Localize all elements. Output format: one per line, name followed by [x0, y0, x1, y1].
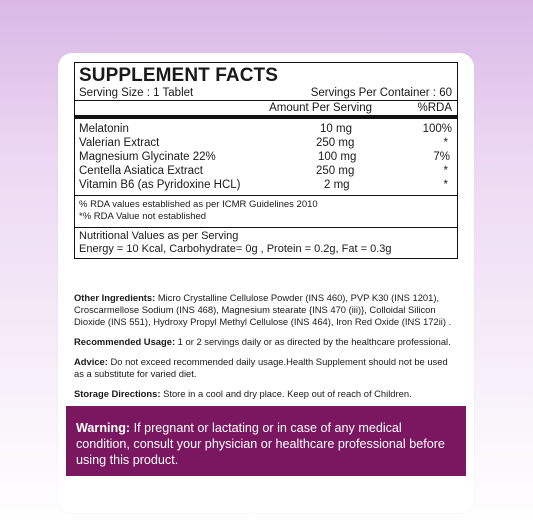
nutrient-amount: 250 mg — [316, 137, 355, 149]
nutrient-amount: 10 mg — [320, 123, 352, 135]
table-row — [79, 122, 452, 136]
usage-label: Recommended Usage: — [74, 336, 176, 347]
other-ingredients-label: Other Ingredients: — [74, 292, 156, 303]
rda-column-header: %RDA — [417, 102, 452, 114]
nutrient-amount: 2 mg — [324, 179, 350, 191]
recommended-usage — [74, 336, 458, 348]
nutrient-table — [75, 119, 457, 195]
table-row — [79, 178, 452, 192]
nutrient-rda: 7% — [433, 151, 450, 163]
nutrient-rda: * — [443, 179, 448, 191]
servings-per-container: Servings Per Container : 60 — [310, 87, 452, 99]
amount-column-header: Amount Per Serving — [269, 102, 372, 114]
advice-label: Advice: — [74, 356, 108, 367]
nutrient-name: Valerian Extract — [79, 137, 160, 149]
nutrient-amount: 250 mg — [316, 165, 355, 177]
nutrient-rda: * — [443, 165, 448, 177]
advice-text: Do not exceed recommended daily usage.Health Supplement should not be used as a substitute for varied diet. — [74, 356, 448, 379]
table-row — [79, 150, 452, 164]
nutrient-rda: 100% — [422, 123, 452, 135]
label-card — [58, 53, 474, 513]
energy-line: Energy = 10 Kcal, Carbohydrate= 0g , Protein = 0.2g, Fat = 0.3g — [79, 243, 392, 255]
facts-title: SUPPLEMENT FACTS — [79, 65, 279, 86]
warning-label: Warning: — [76, 421, 131, 435]
rda-notes — [75, 196, 457, 227]
serving-info-row — [75, 86, 457, 100]
other-ingredients-text: Micro Crystalline Cellulose Powder (INS 460), PVP K30 (INS 1201), Croscarmellose Sodium (INS 468), Magnesium stearate {INS 470 (iii)}, Colloidal Silicon Dioxide (INS 551), Hydroxy Propyl Methyl Cellulose (INS 464), Iron Red Oxide (INS 172ii) . — [74, 292, 452, 327]
rda-note: % RDA values established as per ICMR Guidelines 2010 — [79, 199, 318, 210]
rda-note: *% RDA Value not established — [79, 211, 207, 222]
serving-size: Serving Size : 1 Tablet — [79, 87, 194, 99]
nutrient-name: Melatonin — [79, 123, 129, 135]
table-row — [79, 136, 452, 150]
storage-label: Storage Directions: — [74, 388, 161, 399]
nutrient-name: Centella Asiatica Extract — [79, 165, 204, 177]
nutritional-values — [75, 228, 457, 258]
warning-text: If pregnant or lactating or in case of any medical condition, consult your physician or healthcare professional before using this product. — [76, 421, 445, 467]
table-row — [79, 164, 452, 178]
storage-directions — [74, 388, 458, 400]
product-info — [74, 292, 458, 408]
storage-text: Store in a cool and dry place. Keep out of reach of Children. — [160, 388, 412, 399]
warning-banner — [66, 406, 466, 476]
advice — [74, 356, 458, 380]
usage-text: 1 or 2 servings daily or as directed by the healthcare professional. — [175, 336, 451, 347]
nutrient-name: Magnesium Glycinate 22% — [79, 151, 216, 163]
nutrient-name: Vitamin B6 (as Pyridoxine HCL) — [79, 179, 241, 191]
nutritional-title: Nutritional Values as per Serving — [79, 230, 239, 242]
other-ingredients — [74, 292, 458, 328]
supplement-facts-panel — [74, 62, 458, 259]
column-header-row — [75, 101, 457, 115]
nutrient-amount: 100 mg — [318, 151, 357, 163]
nutrient-rda: * — [443, 137, 448, 149]
